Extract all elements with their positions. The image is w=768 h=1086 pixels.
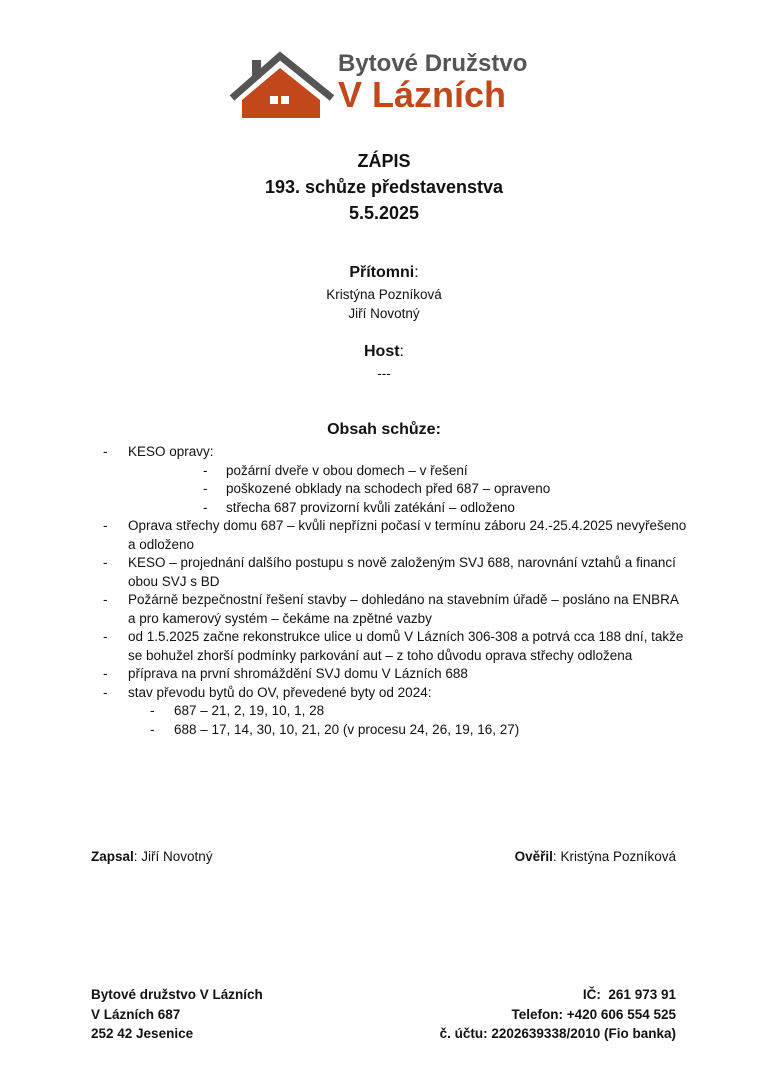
list-item: - od 1.5.2025 začne rekonstrukce ulice u domů V Lázních 306-308 a potrvá cca 188 dní, takže se bohužel zhorší podmínky parkování aut – z toho důvodu oprava střechy odložena bbox=[103, 629, 684, 663]
recorded-by: Zapsal: Jiří Novotný bbox=[91, 849, 213, 864]
sub-list-item: - střecha 687 provizorní kvůli zatékání – odloženo bbox=[203, 499, 515, 515]
list-item: - příprava na první shromáždění SVJ domu V Lázních 688 bbox=[103, 666, 468, 681]
logo-line-2: V Lázních bbox=[338, 74, 507, 115]
list-item: - KESO – projednání dalšího postupu s nově založeným SVJ 688, narovnání vztahů a financí obou SVJ s BD bbox=[103, 555, 676, 589]
document-date: 5.5.2025 bbox=[348, 203, 420, 223]
guest-label: Host bbox=[363, 343, 400, 360]
guest-value: --- bbox=[377, 366, 391, 381]
list-item: - KESO opravy: bbox=[103, 444, 214, 459]
document-title: ZÁPIS bbox=[357, 151, 411, 171]
present-heading: Přítomni: bbox=[349, 264, 419, 281]
guest-heading: Host: bbox=[363, 343, 404, 360]
verified-label: Ověřil bbox=[514, 849, 553, 864]
agenda-list bbox=[0, 443, 768, 739]
recorded-name: Jiří Novotný bbox=[141, 849, 213, 864]
house-icon bbox=[228, 48, 336, 120]
sub-list-item: - 688 – 17, 14, 30, 10, 21, 20 (v procesu 24, 26, 19, 16, 27) bbox=[150, 721, 520, 737]
recorded-label: Zapsal bbox=[91, 849, 134, 864]
footer-city: 252 42 Jesenice bbox=[91, 1026, 194, 1041]
list-item: - stav převodu bytů do OV, převedené byty od 2024: bbox=[103, 684, 432, 700]
footer-contact bbox=[440, 985, 676, 1044]
verified-name: Kristýna Pozníková bbox=[560, 849, 676, 864]
footer-street: V Lázních 687 bbox=[91, 1006, 181, 1022]
verified-by: Ověřil: Kristýna Pozníková bbox=[514, 849, 676, 864]
footer-company: Bytové družstvo V Lázních bbox=[91, 987, 263, 1002]
list-item: - Oprava střechy domu 687 – kvůli nepřízni počasí v termínu záboru 24.-25.4.2025 nevyřešeno a odloženo bbox=[103, 518, 687, 552]
present-label: Přítomni bbox=[349, 264, 415, 281]
agenda-title: Obsah schůze: bbox=[327, 421, 441, 438]
footer-account: č. účtu: 2202639338/2010 (Fio banka) bbox=[439, 1026, 676, 1041]
present-name-1: Kristýna Pozníková bbox=[326, 287, 442, 302]
footer-address bbox=[91, 985, 263, 1044]
footer-ico: IČ: 261 973 91 bbox=[582, 987, 676, 1002]
document-subtitle: 193. schůze představenstva bbox=[264, 177, 504, 197]
sub-list-item: - požární dveře v obou domech – v řešení bbox=[203, 462, 468, 478]
footer-phone: Telefon: +420 606 554 525 bbox=[511, 1006, 676, 1022]
present-name-2: Jiří Novotný bbox=[348, 306, 420, 321]
logo-line-1: Bytové Družstvo bbox=[338, 50, 528, 77]
sub-list-item: - 687 – 21, 2, 19, 10, 1, 28 bbox=[150, 703, 325, 718]
list-item: - Požárně bezpečnostní řešení stavby – dohledáno na stavebním úřadě – posláno na ENBRA a pro kamerový systém – čekáme na zpětné vazby bbox=[103, 592, 679, 626]
sub-list-item: - poškozené obklady na schodech před 687 – opraveno bbox=[203, 481, 551, 496]
logo bbox=[228, 48, 544, 120]
